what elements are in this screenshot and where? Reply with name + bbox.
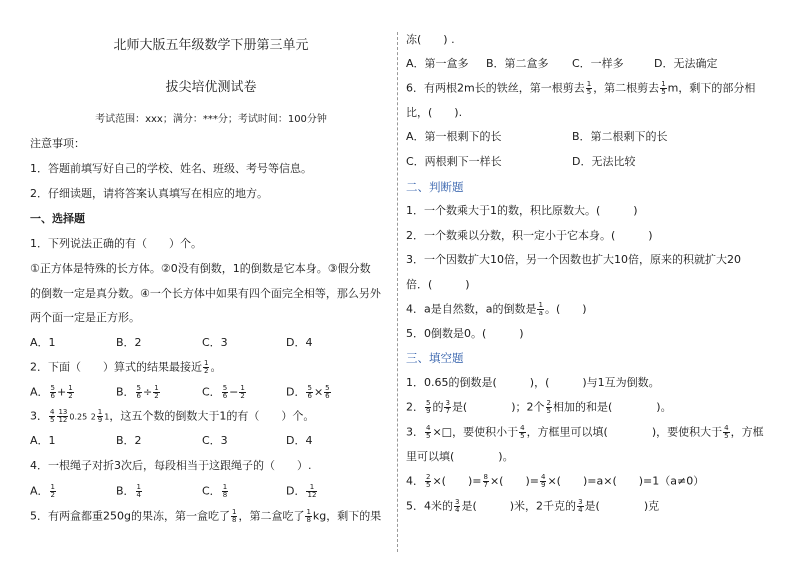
q4-option-b[interactable]: B． $\frac{1}{4}$ xyxy=(116,483,142,499)
judge-3-continued: 倍．( ) xyxy=(406,278,470,291)
q6-continued: 比，( ). xyxy=(406,106,463,119)
fill-5: 5．4米的 $\frac{3}{4}$ 是( )米，2千克的 $\frac{3}{4}$ 是( )克 xyxy=(406,498,660,514)
note-1: 1．答题前填写好自己的学校、姓名、班级、考号等信息。 xyxy=(30,162,312,175)
judge-4: 4．a是自然数，a的倒数是 $\frac{1}{a}$ 。( ) xyxy=(406,301,587,317)
q2-option-a[interactable]: A． $\frac{5}{6}$ + $\frac{1}{2}$ xyxy=(30,384,73,400)
q4-option-c[interactable]: C． $\frac{1}{8}$ xyxy=(202,483,228,499)
fill-4: 4． $\frac{2}{5}$ ×( )= $\frac{8}{7}$ ×( )= $\frac{4}{9}$ ×( )=a×( )=1（a≠0） xyxy=(406,473,705,489)
q5-option-b[interactable]: B．第二盒多 xyxy=(486,57,549,70)
fraction: $\frac{1}{2}$ xyxy=(204,359,209,375)
q3-option-c[interactable]: C．3 xyxy=(202,434,228,447)
q3-option-b[interactable]: B．2 xyxy=(116,434,142,447)
q2-option-b[interactable]: B． $\frac{5}{6}$ ÷ $\frac{1}{2}$ xyxy=(116,384,159,400)
q3-option-a[interactable]: A．1 xyxy=(30,434,56,447)
q1-options xyxy=(30,336,392,350)
q5-option-c[interactable]: C．一样多 xyxy=(572,57,624,70)
q3-option-d[interactable]: D．4 xyxy=(286,434,313,447)
q1-option-d[interactable]: D．4 xyxy=(286,336,313,349)
q6-option-c[interactable]: C．两根剩下一样长 xyxy=(406,155,502,168)
judge-2: 2．一个数乘以分数，积一定小于它本身。( ) xyxy=(406,229,653,242)
section-judge-heading: 二、判断题 xyxy=(406,180,464,194)
q4-option-d[interactable]: D． $\frac{1}{12}$ xyxy=(286,483,317,499)
q6-option-a[interactable]: A．第一根剩下的长 xyxy=(406,130,502,143)
q1-option-a[interactable]: A．1 xyxy=(30,336,56,349)
q6-stem: 6．有两根2m长的铁丝，第一根剪去 $\frac{1}{5}$ ，第二根剪去 $\frac{1}{5}$ m，剩下的部分相 xyxy=(406,80,756,96)
q6-option-d[interactable]: D．无法比较 xyxy=(572,155,636,168)
q3-options xyxy=(30,434,392,448)
q2-option-d[interactable]: D． $\frac{5}{6}$ × $\frac{5}{6}$ xyxy=(286,384,330,400)
notes-title: 注意事项： xyxy=(30,137,85,150)
q6-options-row2 xyxy=(406,155,776,169)
exam-info: 考试范围：xxx；满分：***分；考试时间：100分钟 xyxy=(95,114,327,125)
fill-1: 1．0.65的倒数是( )，( )与1互为倒数。 xyxy=(406,376,660,389)
q2-option-c[interactable]: C． $\frac{5}{6}$ − $\frac{1}{2}$ xyxy=(202,384,245,400)
q4-options xyxy=(30,484,392,498)
q1-line-1: ①正方体是特殊的长方体。②0没有倒数，1的倒数是它本身。③假分数 xyxy=(30,262,371,275)
fill-2: 2． $\frac{5}{9}$ 的 $\frac{3}{7}$ 是( )；2个 $\frac{2}{5}$ 相加的和是( )。 xyxy=(406,399,672,415)
q1-option-c[interactable]: C．3 xyxy=(202,336,228,349)
q2-options xyxy=(30,385,392,399)
judge-1: 1．一个数乘大于1的数，积比原数大。( ) xyxy=(406,204,638,217)
right-column xyxy=(406,0,776,561)
fill-3-continued: 里可以填( )。 xyxy=(406,450,514,463)
q6-options-row1 xyxy=(406,130,776,144)
section-fill-heading: 三、填空题 xyxy=(406,351,464,365)
judge-5: 5．0倒数是0。( ) xyxy=(406,327,524,340)
judge-3: 3．一个因数扩大10倍，另一个因数也扩大10倍，原来的积就扩大20 xyxy=(406,253,741,266)
page-title: 北师大版五年级数学下册第三单元 xyxy=(113,38,309,53)
fill-3: 3． $\frac{4}{5}$ ×□，要使积小于 $\frac{4}{5}$ ，方框里可以填( )，要使积大于 $\frac{4}{5}$ ，方框 xyxy=(406,424,764,440)
q5-continued: 冻( ) . xyxy=(406,33,455,46)
q5-option-d[interactable]: D．无法确定 xyxy=(654,57,718,70)
note-2: 2．仔细读题，请将答案认真填写在相应的地方。 xyxy=(30,187,268,200)
column-divider xyxy=(397,32,398,552)
q1-stem: 1．下列说法正确的有（ ）个。 xyxy=(30,237,202,250)
section-choice-heading: 一、选择题 xyxy=(30,212,85,225)
q5-options xyxy=(406,57,776,71)
page-subtitle: 拔尖培优测试卷 xyxy=(165,80,257,95)
q1-line-2: 的倒数一定是真分数。④一个长方体中如果有四个面完全相等，那么另外 xyxy=(30,287,381,300)
q3-stem: 3． $\frac{4}{5}$ $\frac{13}{12}$ 0.25 2 $\frac{1}{9}$ 1，这五个数的倒数大于1的有（ ）个。 xyxy=(30,408,315,424)
q2-stem: 2．下面（ ）算式的结果最接近 $\frac{1}{2}$ 。 xyxy=(30,359,222,375)
q5-option-a[interactable]: A．第一盒多 xyxy=(406,57,469,70)
q1-line-3: 两个面一定是正方形。 xyxy=(30,311,140,324)
left-column xyxy=(30,0,392,561)
q5-stem: 5．有两盒都重250g的果冻，第一盒吃了 $\frac{1}{8}$ ，第二盒吃了 $\frac{1}{8}$ kg，剩下的果 xyxy=(30,508,382,524)
q4-option-a[interactable]: A． $\frac{1}{2}$ xyxy=(30,483,55,499)
q6-option-b[interactable]: B．第二根剩下的长 xyxy=(572,130,668,143)
q1-option-b[interactable]: B．2 xyxy=(116,336,142,349)
q4-stem: 4．一根绳子对折3次后，每段相当于这跟绳子的（ ）. xyxy=(30,459,312,472)
